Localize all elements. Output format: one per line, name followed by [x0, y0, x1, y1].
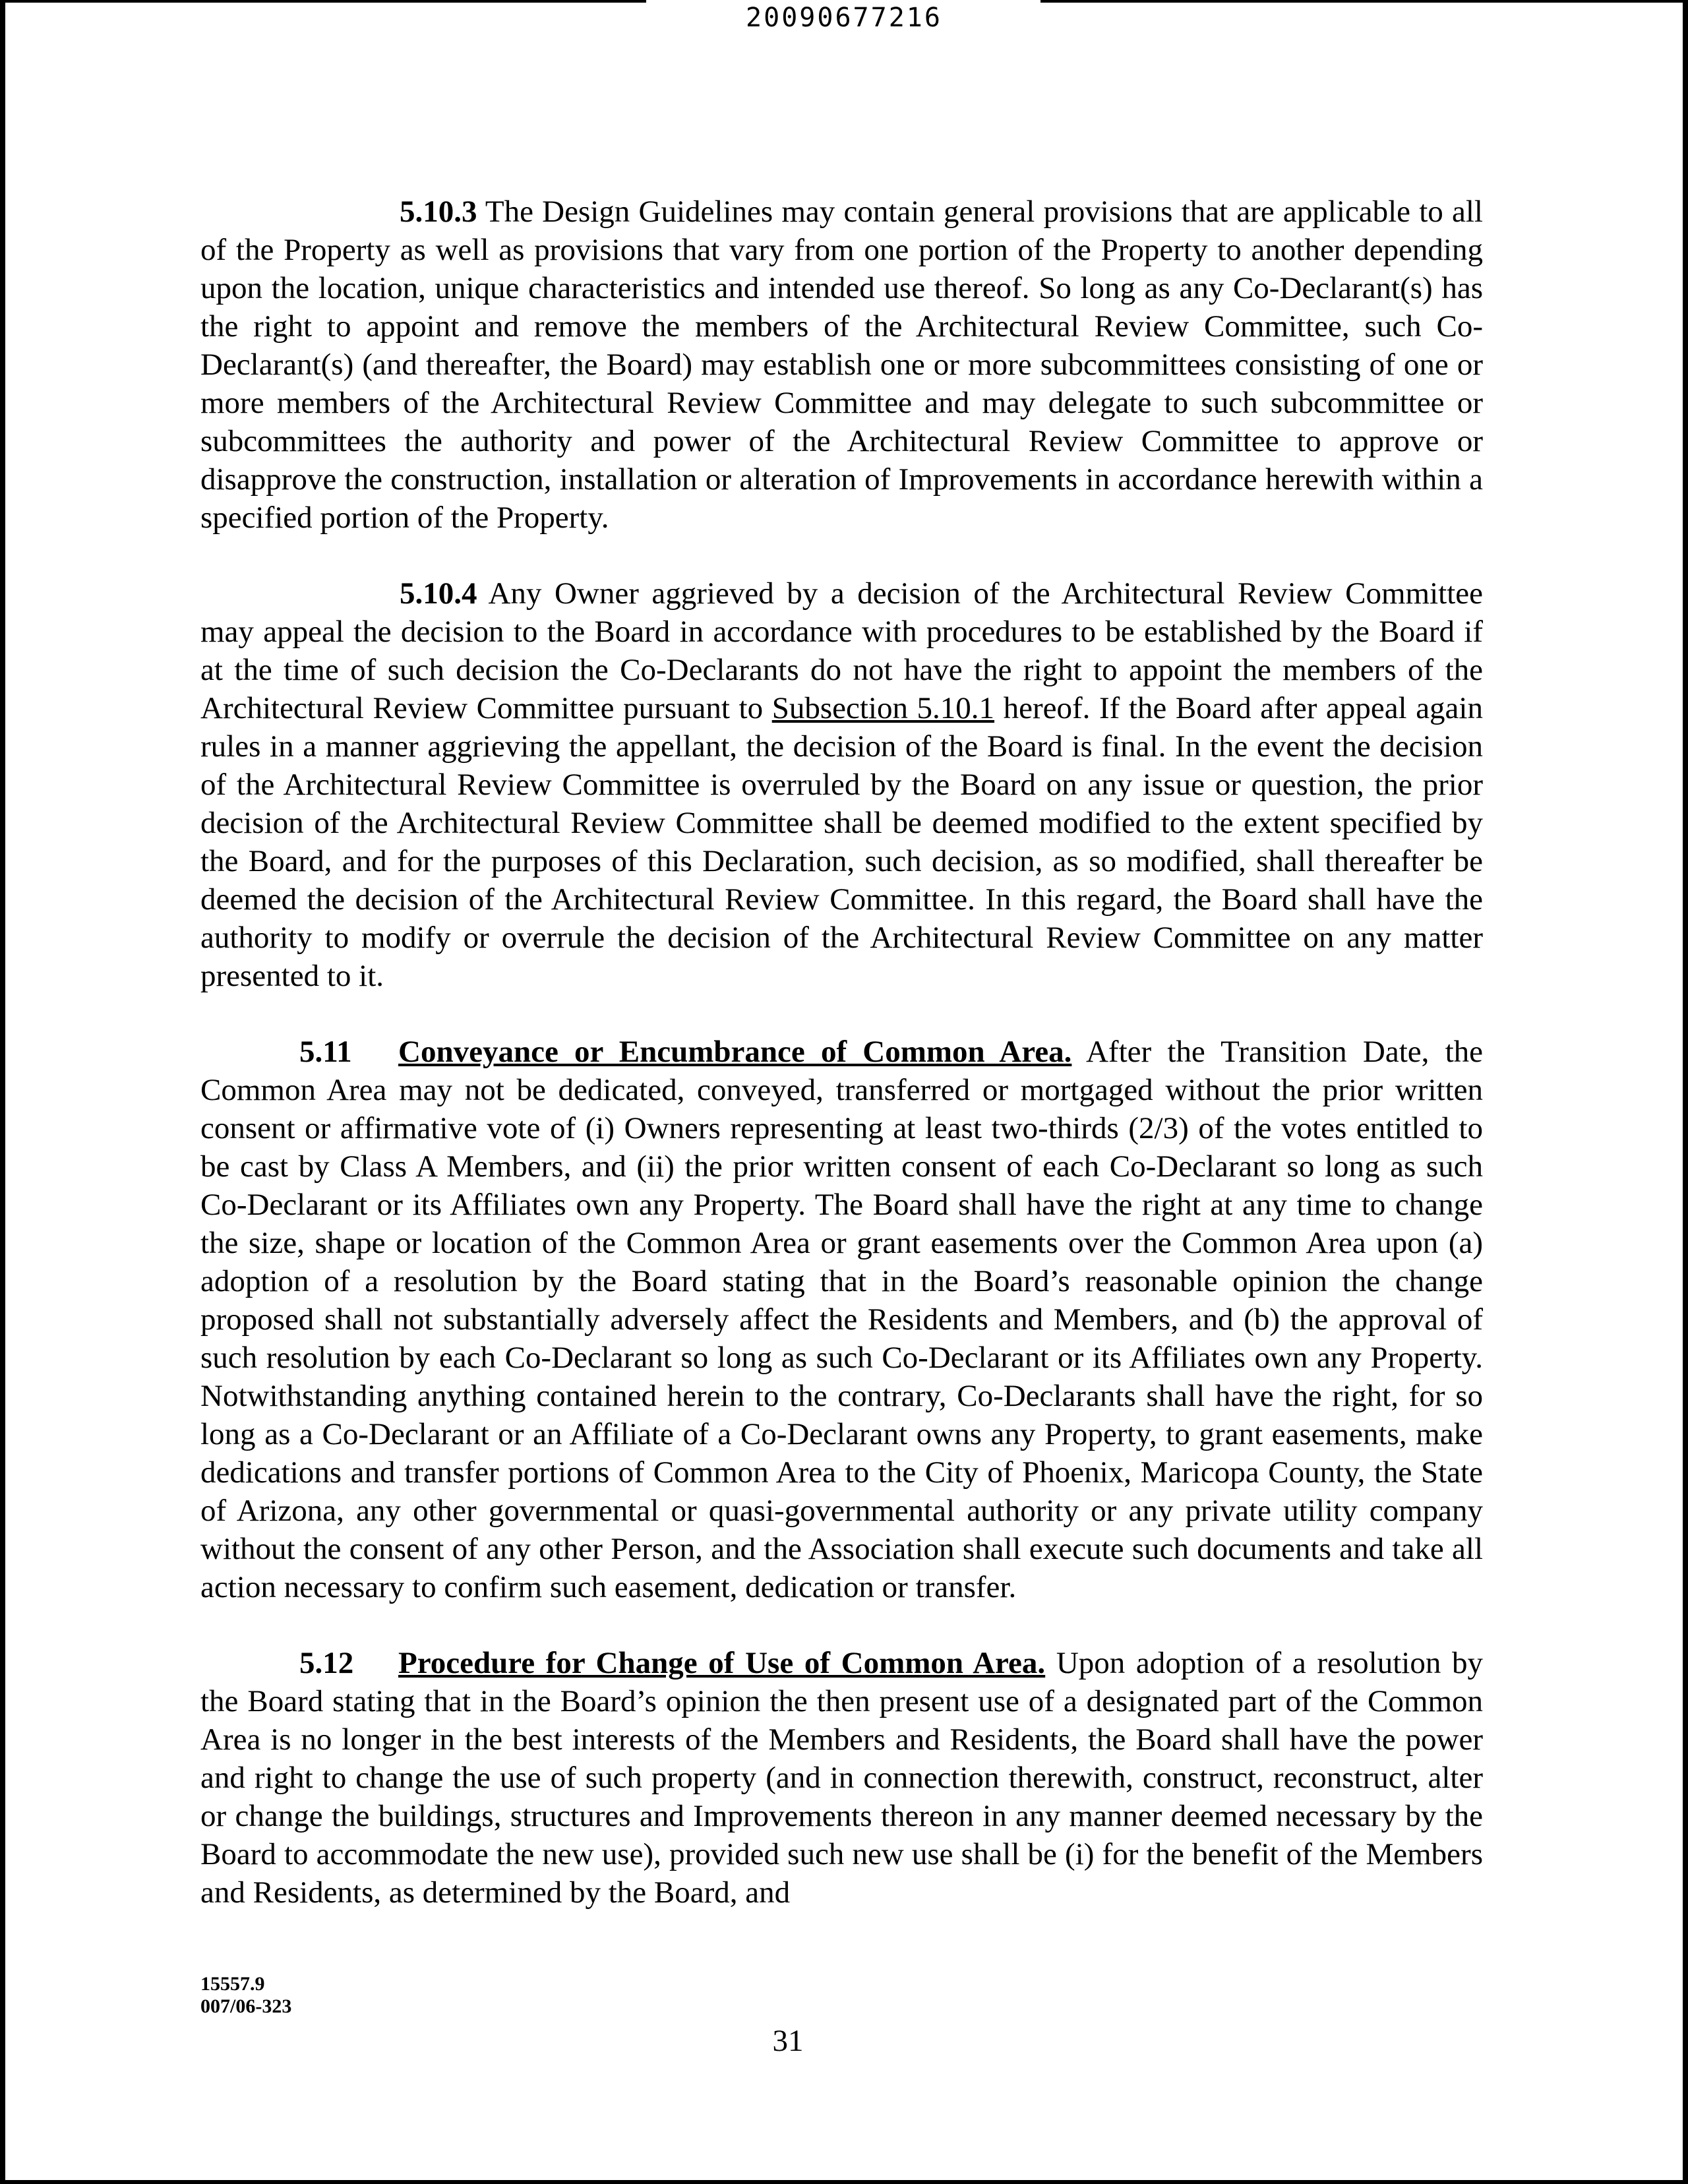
paragraph-5-11	[200, 1033, 1483, 1606]
subsection-reference: Subsection 5.10.1	[771, 691, 995, 725]
page-number: 31	[772, 2024, 804, 2058]
paragraph-text: After the Transition Date, the Common Area may not be dedicated, conveyed, transferred or mortgaged without the prior written consent or affirmative vote of (i) Owners representing at least two-thirds (2/3) of the votes entitled to be cast by Class A Members, and (ii) the prior written consent of each Co-Declarant so long as such Co-Declarant or its Affiliates own any Property. The Board shall have the right at any time to change the size, shape or location of the Common Area or grant easements over the Common Area upon (a) adoption of a resolution by the Board stating that in the Board’s reasonable opinion the change proposed shall not substantially adversely affect the Residents and Members, and (b) the approval of such resolution by each Co-Declarant so long as such Co-Declarant or its Affiliates own any Property. Notwithstanding anything contained herein to the contrary, Co-Declarants shall have the right, for so long as a Co-Declarant or an Affiliate of a Co-Declarant owns any Property, to grant easements, make dedications and transfer portions of Common Area to the City of Phoenix, Maricopa County, the State of Arizona, any other governmental or quasi-governmental authority or any private utility company without the consent of any other Person, and the Association shall execute such documents and take all action necessary to confirm such easement, dedication or transfer.	[200, 1035, 1483, 1604]
section-number: 5.12	[299, 1646, 354, 1680]
footer-code-1: 15557.9	[200, 1973, 265, 1995]
section-heading: Conveyance or Encumbrance of Common Area.	[398, 1035, 1072, 1069]
paragraph-text: Upon adoption of a resolution by the Board stating that in the Board’s opinion the then present use of a designated part of the Common Area is no longer in the best interests of the Members and Residents, the Board shall have the power and right to change the use of such property (and in connection therewith, construct, reconstruct, alter or change the buildings, structures and Improvements thereon in any manner deemed necessary by the Board to accommodate the new use), provided such new use shall be (i) for the benefit of the Members and Residents, as determined by the Board, and	[200, 1646, 1483, 1910]
paragraph-5-10-4	[200, 574, 1483, 995]
section-heading: Procedure for Change of Use of Common Area.	[398, 1646, 1046, 1680]
section-number: 5.10.4	[400, 576, 477, 611]
paragraph-5-10-3	[200, 193, 1483, 537]
page-border-bottom	[0, 2180, 1688, 2184]
paragraph-text: The Design Guidelines may contain general provisions that are applicable to all of the Property as well as provisions that vary from one portion of the Property to another depending upon the location, unique characteristics and intended use thereof. So long as any Co-Declarant(s) has the right to appoint and remove the members of the Architectural Review Committee, such Co-Declarant(s) (and thereafter, the Board) may establish one or more subcommittees consisting of one or more members of the Architectural Review Committee and may delegate to such subcommittee or subcommittees the authority and power of the Architectural Review Committee to approve or disapprove the construction, installation or alteration of Improvements in accordance herewith within a specified portion of the Property.	[200, 195, 1483, 535]
document-body	[200, 193, 1483, 1949]
paragraph-5-12	[200, 1644, 1483, 1912]
footer-code-2: 007/06-323	[200, 1995, 292, 2017]
section-number: 5.11	[299, 1035, 352, 1069]
page-border-left	[0, 0, 5, 2184]
page-border-right	[1683, 0, 1688, 2184]
paragraph-text: Any Owner aggrieved by a decision of the Architectural Review Committee may appeal the decision to the Board in accordance with procedures to be established by the Board if at the time of such decision the Co-Declarants do not have the right to appoint the members of the Architectural Review Committee pursuant to	[200, 576, 1483, 725]
section-number: 5.10.3	[400, 195, 477, 229]
footer-document-codes	[200, 1973, 291, 2018]
paragraph-text-continued: hereof. If the Board after appeal again rules in a manner aggrieving the appellant, the decision of the Board is final. In the event the decision of the Architectural Review Committee is overruled by the Board on any issue or question, the prior decision of the Architectural Review Committee shall be deemed modified to the extent specified by the Board, and for the purposes of this Declaration, such decision, as so modified, shall thereafter be deemed the decision of the Architectural Review Committee. In this regard, the Board shall have the authority to modify or overrule the decision of the Architectural Review Committee on any matter presented to it.	[200, 691, 1483, 993]
document-id: 20090677216	[746, 3, 942, 33]
